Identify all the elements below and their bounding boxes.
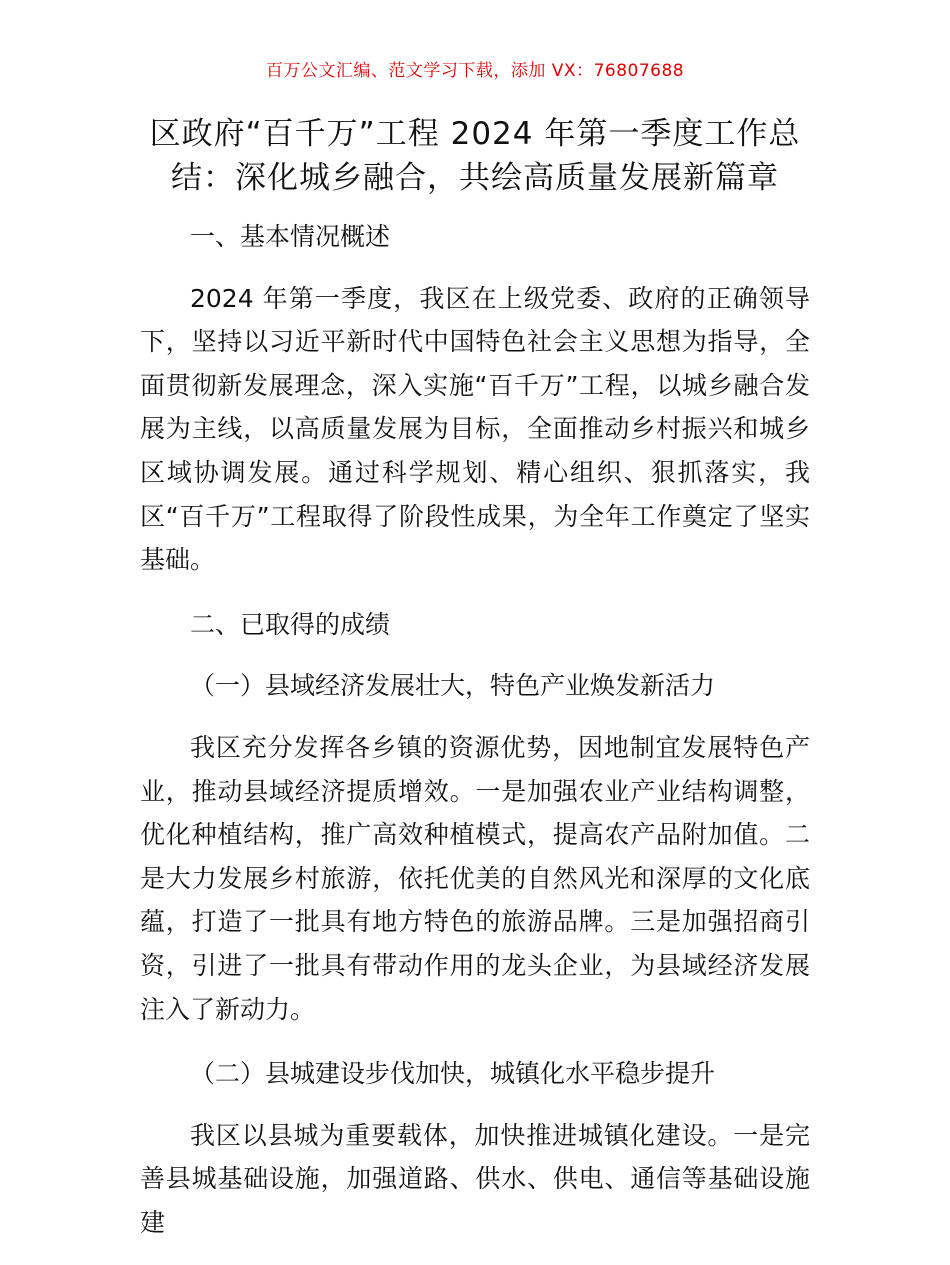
document-title: 区政府“百千万”工程 2024 年第一季度工作总结：深化城乡融合，共绘高质量发展新篇章 [149, 116, 801, 196]
watermark-header-note: 百万公文汇编、范文学习下载，添加 VX：76807688 [265, 61, 685, 81]
section-heading-overview: 一、基本情况概述 [190, 222, 391, 251]
paragraph-county-economy: 我区充分发挥各乡镇的资源优势，因地制宜发展特色产业，推动县域经济提质增效。一是加强农业产业结构调整，优化种植结构，推广高效种植模式，提高农产品附加值。二是大力发展乡村旅游，依托优美的自然风光和深厚的文化底蕴，打造了一批具有地方特色的旅游品牌。三是加强招商引资，引进了一批具有带动作用的龙头企业，为县域经济发展注入了新动力。 [140, 732, 810, 1024]
paragraph-county-construction: 我区以县城为重要载体，加快推进城镇化建设。一是完善县城基础设施，加强道路、供水、供电、通信等基础设施建 [140, 1120, 810, 1237]
document-body [140, 215, 810, 1265]
paragraph-overview: 2024 年第一季度，我区在上级党委、政府的正确领导下，坚持以习近平新时代中国特色社会主义思想为指导，全面贯彻新发展理念，深入实施“百千万”工程，以城乡融合发展为主线，以高质量发展为目标，全面推动乡村振兴和城乡区域协调发展。通过科学规划、精心组织、狠抓落实，我区“百千万”工程取得了阶段性成果，为全年工作奠定了坚实基础。 [140, 283, 810, 575]
section-heading-achievements: 二、已取得的成绩 [190, 609, 391, 639]
subsection-heading-county-economy: （一）县域经济发展壮大，特色产业焕发新活力 [190, 671, 716, 701]
subsection-heading-county-construction: （二）县城建设步伐加快，城镇化水平稳步提升 [190, 1059, 716, 1089]
